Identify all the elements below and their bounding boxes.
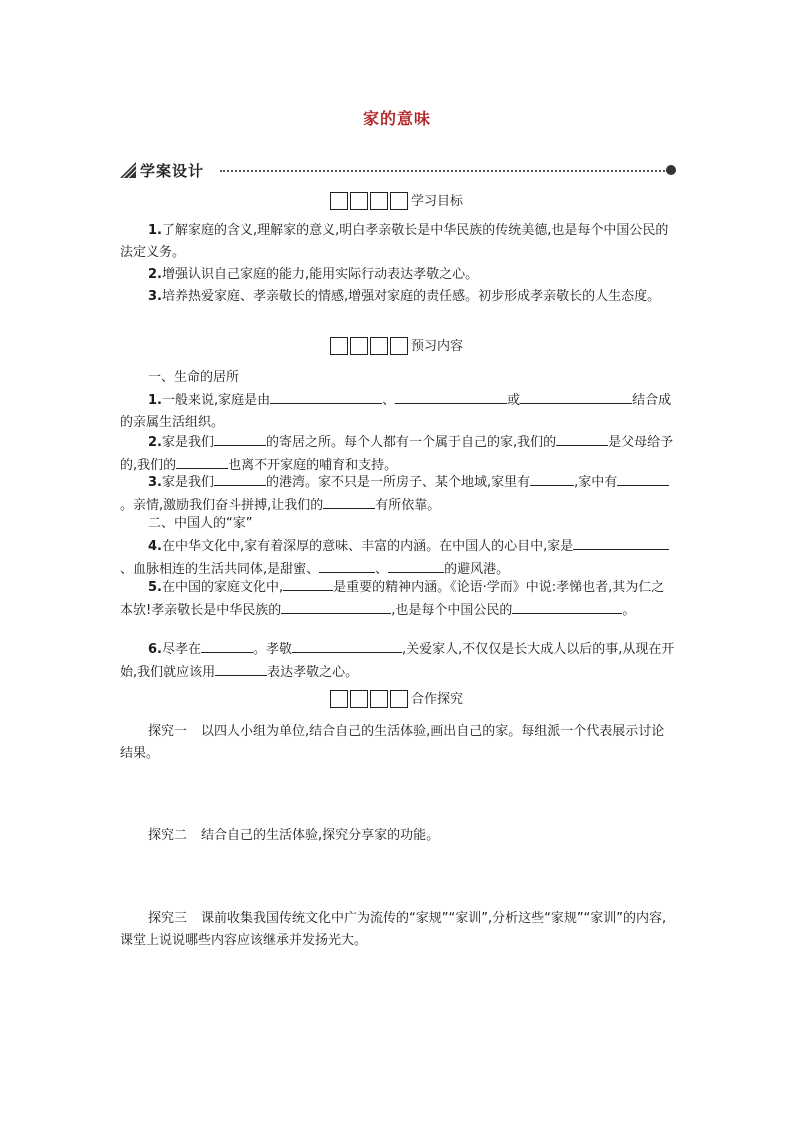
answer-blank[interactable] (201, 638, 253, 653)
answer-blank[interactable] (617, 471, 669, 486)
goal-3: 3.培养热爱家庭、孝亲敬长的情感,增强对家庭的责任感。初步形成孝亲敬长的人生态度。 (148, 289, 661, 304)
preview-question-6: 6.尽孝在 。孝敬 ,关爱家人,不仅仅是长大成人以后的事,从现在开始,我们就应该用 表达孝敬之心。 (120, 638, 676, 684)
document-title: 家的意味 (362, 109, 431, 128)
answer-blank[interactable] (292, 638, 402, 653)
triangle-icon (120, 162, 136, 178)
heading-preview: 预习内容 (330, 335, 463, 355)
goal-1: 1.了解家庭的含义,理解家的意义,明白孝亲敬长是中华民族的传统美德,也是每个中国公民的法定义务。 (120, 223, 669, 260)
preview-part-1: 一、生命的居所 (148, 370, 240, 385)
answer-blank[interactable] (573, 535, 669, 550)
explore-2: 探究二 结合自己的生活体验,探究分享家的功能。 (148, 828, 440, 843)
answer-blank[interactable] (512, 599, 622, 614)
answer-blank[interactable] (176, 454, 228, 469)
answer-blank[interactable] (319, 558, 375, 573)
preview-question-3: 3.家是我们 的港湾。家不只是一所房子、某个地域,家里有 ,家中有。亲情,激励我们奋斗拼搏,让我们的 有所依靠。 (120, 471, 676, 517)
dotted-divider (220, 170, 668, 172)
answer-blank[interactable] (520, 389, 632, 404)
heading-explore: 合作探究 (330, 688, 463, 708)
answer-blank[interactable] (281, 599, 391, 614)
answer-blank[interactable] (215, 661, 267, 676)
answer-blank[interactable] (388, 558, 444, 573)
answer-blank[interactable] (214, 431, 266, 446)
answer-blank[interactable] (270, 389, 382, 404)
preview-question-2: 2.家是我们 的寄居之所。每个人都有一个属于自己的家,我们的 是父母给予的,我们的 也离不开家庭的哺育和支持。 (120, 431, 676, 477)
goal-2: 2.增强认识自己家庭的能力,能用实际行动表达孝敬之心。 (148, 267, 479, 282)
answer-blank[interactable] (556, 431, 608, 446)
answer-blank[interactable] (214, 471, 266, 486)
heading-goals: 学习目标 (330, 190, 463, 210)
answer-blank[interactable] (530, 471, 574, 486)
answer-blank[interactable] (395, 389, 507, 404)
preview-question-5: 5.在中国的家庭文化中, 是重要的精神内涵。《论语·学而》中说:孝悌也者,其为仁之本欤!孝亲敬长是中华民族的 ,也是每个中国公民的 。 (120, 576, 676, 622)
section-label: 学案设计 (140, 162, 205, 180)
preview-part-2: 二、中国人的“家” (148, 516, 253, 531)
divider-end-dot (666, 165, 676, 175)
explore-1: 探究一 以四人小组为单位,结合自己的生活体验,画出自己的家。每组派一个代表展示讨论结果。 (120, 724, 665, 761)
section-header-bar (120, 160, 676, 182)
answer-blank[interactable] (283, 576, 333, 591)
preview-question-1: 1.一般来说,家庭是由 、 或 结合成的亲属生活组织。 (120, 389, 676, 434)
answer-blank[interactable] (323, 494, 375, 509)
preview-question-4: 4.在中华文化中,家有着深厚的意味、丰富的内涵。在中国人的心目中,家是、血脉相连的生活共同体,是甜蜜、 、 的避风港。 (120, 535, 676, 581)
explore-3: 探究三 课前收集我国传统文化中广为流传的“家规”“家训”,分析这些“家规”“家训”的内容,课堂上说说哪些内容应该继承并发扬光大。 (120, 911, 667, 948)
